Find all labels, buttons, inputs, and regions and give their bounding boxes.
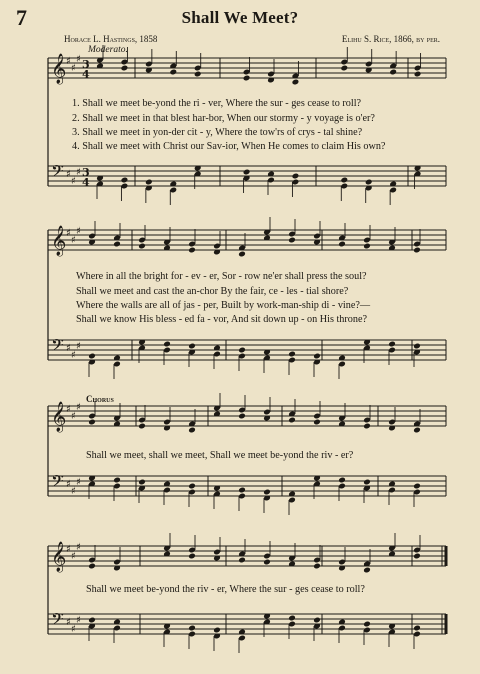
note-head — [138, 479, 146, 486]
note-head — [88, 617, 96, 624]
note-head — [113, 477, 121, 484]
sharp-icon: ♯ — [66, 544, 71, 555]
sharp-icon: ♯ — [76, 341, 81, 352]
note-head — [138, 243, 146, 250]
note-head — [238, 557, 246, 564]
note-head — [338, 241, 346, 248]
note-head — [288, 615, 296, 622]
sharp-icon: ♯ — [76, 477, 81, 488]
chorus-line-2: Shall we meet be-yond the riv - er, Where the sur - ges cease to roll? — [86, 584, 365, 595]
note-head — [263, 559, 271, 566]
note-head — [188, 427, 196, 434]
sharp-icon: ♯ — [76, 54, 81, 65]
note-head — [88, 563, 96, 570]
sharp-icon: ♯ — [66, 343, 71, 354]
note-head — [194, 71, 202, 78]
note-head — [313, 353, 321, 360]
sharp-icon: ♯ — [71, 411, 76, 422]
note-head — [363, 423, 371, 430]
treble-clef-icon: 𝄞 — [51, 54, 67, 84]
note-head — [340, 65, 348, 72]
chorus-label: Chorus — [86, 394, 114, 404]
note-head — [292, 173, 300, 180]
note-head — [243, 75, 251, 82]
note-head — [340, 177, 348, 184]
note-head — [121, 65, 129, 72]
bass-clef-icon: 𝄢 — [51, 335, 64, 359]
sharp-icon: ♯ — [66, 404, 71, 415]
note-head — [413, 427, 421, 434]
note-head — [363, 621, 371, 628]
sharp-icon: ♯ — [71, 63, 76, 74]
sharp-icon: ♯ — [71, 486, 76, 497]
note-head — [363, 567, 371, 574]
note-head — [413, 553, 421, 560]
note-head — [363, 479, 371, 486]
note-head — [238, 347, 246, 354]
note-head — [313, 419, 321, 426]
sharp-icon: ♯ — [66, 169, 71, 180]
sharp-icon: ♯ — [66, 56, 71, 67]
sharp-icon: ♯ — [71, 551, 76, 562]
note-head — [188, 553, 196, 560]
note-head — [88, 419, 96, 426]
time-signature-bottom: 4 — [82, 68, 90, 81]
sharp-icon: ♯ — [66, 479, 71, 490]
verse-4-line-2: Shall we know His bless - ed fa - vor, And sit down up - on His throne? — [76, 314, 368, 325]
verse-3-line-2: Where the walls are all of jas - per, Built by work-man-ship di - vine?— — [76, 300, 371, 311]
note-head — [413, 625, 421, 632]
sharp-icon: ♯ — [71, 624, 76, 635]
note-head — [288, 417, 296, 424]
note-head — [238, 251, 246, 258]
lyricist-credit: Horace L. Hastings, 1858 — [64, 34, 158, 44]
note-head — [169, 69, 177, 76]
sharp-icon: ♯ — [76, 402, 81, 413]
time-signature-top: 3 — [82, 166, 90, 179]
note-head — [238, 413, 246, 420]
note-head — [389, 69, 397, 76]
note-head — [338, 477, 346, 484]
sharp-icon: ♯ — [76, 615, 81, 626]
sharp-icon: ♯ — [66, 617, 71, 628]
composer-credit: Elihu S. Rice, 1866, by per. — [341, 34, 440, 44]
treble-clef-icon: 𝄞 — [51, 542, 67, 572]
time-signature-top: 3 — [82, 58, 90, 71]
sharp-icon: ♯ — [76, 542, 81, 553]
note-head — [263, 489, 271, 496]
note-head — [138, 423, 146, 430]
verse-1-line: 1. Shall we meet be-yond the ri - ver, Where the sur - ges cease to roll? — [72, 98, 362, 109]
verse-4-line: 4. Shall we meet with Christ our Sav-ior, When He comes to claim His own? — [72, 141, 386, 152]
note-head — [188, 625, 196, 632]
note-head — [414, 71, 422, 78]
sharp-icon: ♯ — [71, 176, 76, 187]
note-head — [188, 247, 196, 254]
note-head — [313, 563, 321, 570]
verse-2-line-2: Shall we meet and cast the an-chor By the fair, ce - les - tial shore? — [76, 286, 349, 297]
note-head — [413, 343, 421, 350]
treble-clef-icon: 𝄞 — [51, 402, 67, 432]
note-head — [238, 487, 246, 494]
note-head — [413, 247, 421, 254]
chorus-line-1: Shall we meet, shall we meet, Shall we meet be-yond the riv - er? — [86, 450, 354, 461]
bass-clef-icon: 𝄢 — [51, 471, 64, 495]
verse-2-line: 2. Shall we meet in that blest har-bor, When our stormy - y voyage is o'er? — [72, 113, 375, 124]
note-head — [88, 353, 96, 360]
bass-clef-icon: 𝄢 — [51, 161, 64, 185]
verse-1-line-2: Where in all the bright for - ev - er, Sor - row ne'er shall press the soul? — [76, 271, 367, 282]
note-head — [121, 177, 129, 184]
verse-3-line: 3. Shall we meet in yon-der cit - y, Where the tow'rs of crys - tal shine? — [72, 127, 363, 138]
note-head — [363, 243, 371, 250]
time-signature-bottom: 4 — [82, 176, 90, 189]
note-head — [145, 179, 153, 186]
bass-clef-icon: 𝄢 — [51, 609, 64, 633]
tempo-marking: Moderato. — [88, 45, 128, 55]
sharp-icon: ♯ — [76, 167, 81, 178]
sharp-icon: ♯ — [76, 226, 81, 237]
note-head — [288, 351, 296, 358]
note-head — [188, 483, 196, 490]
note-head — [113, 241, 121, 248]
hymn-title: Shall We Meet? — [181, 8, 299, 27]
note-head — [365, 179, 373, 186]
note-head — [213, 627, 221, 634]
note-head — [288, 237, 296, 244]
note-head — [163, 341, 171, 348]
note-head — [388, 341, 396, 348]
note-head — [243, 169, 251, 176]
sharp-icon: ♯ — [71, 235, 76, 246]
note-head — [292, 79, 300, 86]
treble-clef-icon: 𝄞 — [51, 226, 67, 256]
note-head — [413, 483, 421, 490]
page-number: 7 — [16, 5, 27, 30]
note-head — [188, 343, 196, 350]
sharp-icon: ♯ — [71, 350, 76, 361]
note-head — [313, 617, 321, 624]
sharp-icon: ♯ — [66, 228, 71, 239]
